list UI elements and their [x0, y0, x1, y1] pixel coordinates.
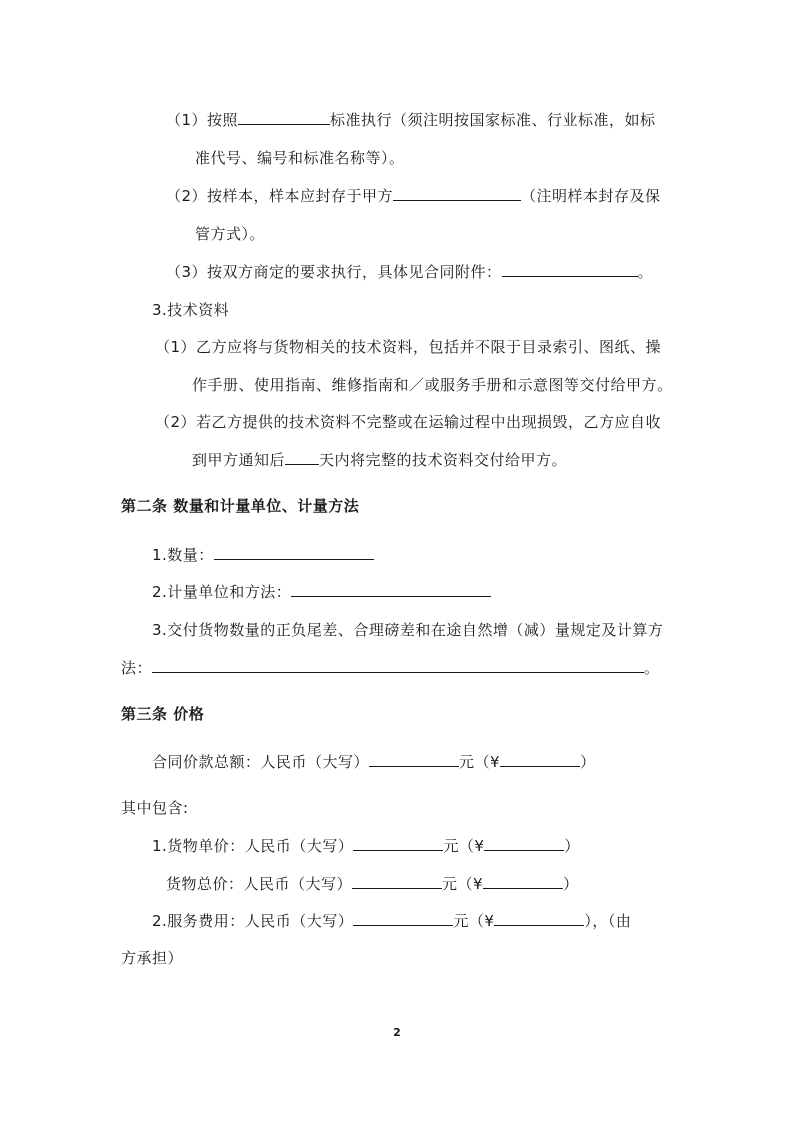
text: ）: [564, 837, 580, 855]
unit-price-line: [152, 836, 580, 856]
tech-data-1: （1）乙方应将与货物相关的技术资料，包括并不限于目录索引、图纸、操: [155, 338, 662, 356]
tolerance-line: 3.交付货物数量的正负尾差、合理磅差和在途自然增（减）量规定及计算方: [152, 621, 664, 639]
fill-blank[interactable]: [353, 836, 443, 851]
clause-standard-2: [166, 186, 661, 206]
quantity-line: [152, 545, 374, 565]
text: 法：: [121, 659, 153, 677]
text: 元（¥: [453, 912, 495, 930]
service-fee-line-cont: 方承担）: [121, 949, 184, 967]
text: 。: [644, 659, 660, 677]
text: 到甲方通知后: [192, 451, 286, 469]
service-fee-line: [152, 911, 631, 931]
text: 元（¥: [443, 837, 485, 855]
text: （3）按双方商定的要求执行，具体见合同附件：: [166, 263, 502, 281]
fill-blank[interactable]: [352, 874, 442, 889]
text: 合同价款总额：人民币（大写）: [152, 753, 370, 771]
tech-data-1-cont: 作手册、使用指南、维修指南和／或服务手册和示意图等交付给甲方。: [192, 376, 673, 394]
text: （注明样本封存及保: [521, 187, 661, 205]
text: 2.计量单位和方法：: [152, 583, 292, 601]
fill-blank[interactable]: [393, 186, 521, 201]
tech-data-2: （2）若乙方提供的技术资料不完整或在运输过程中出现损毁，乙方应自收: [155, 413, 662, 431]
text: 1.货物单价：人民币（大写）: [152, 837, 354, 855]
clause-standard-2-cont: 管方式）。: [195, 225, 266, 243]
text: ），（由: [584, 912, 632, 930]
goods-total-line: [166, 874, 579, 894]
includes-line: 其中包含:: [121, 799, 189, 817]
fill-blank[interactable]: [484, 836, 564, 851]
clause-standard-3: [166, 262, 653, 282]
text: ）: [563, 875, 579, 893]
fill-blank[interactable]: [369, 752, 459, 767]
text: 2.服务费用：人民币（大写）: [152, 912, 354, 930]
text: 元（¥: [459, 753, 501, 771]
fill-blank[interactable]: [214, 545, 374, 560]
fill-blank[interactable]: [502, 262, 638, 277]
text: 1.数量：: [152, 546, 214, 564]
clause-standard-1: [166, 110, 656, 130]
fill-blank[interactable]: [353, 911, 453, 926]
fill-blank[interactable]: [152, 658, 644, 673]
tolerance-line-cont: [121, 658, 660, 678]
tech-data-title: 3.技术资料: [152, 301, 230, 319]
article-2-heading: 第二条 数量和计量单位、计量方法: [121, 497, 360, 515]
fill-blank[interactable]: [291, 582, 491, 597]
tech-data-2-cont: [192, 450, 567, 470]
text: ）: [580, 753, 596, 771]
fill-blank[interactable]: [483, 874, 563, 889]
unit-method-line: [152, 582, 491, 602]
text: 元（¥: [442, 875, 484, 893]
fill-blank[interactable]: [238, 110, 330, 125]
text: 标准执行（须注明按国家标准、行业标准，如标: [330, 111, 656, 129]
fill-blank[interactable]: [285, 450, 319, 465]
fill-blank[interactable]: [500, 752, 580, 767]
text: 天内将完整的技术资料交付给甲方。: [319, 451, 568, 469]
text: （1）按照: [166, 111, 239, 129]
text: 。: [637, 263, 654, 281]
article-3-heading: 第三条 价格: [121, 705, 205, 723]
page-number: 2: [393, 1026, 401, 1039]
text: 货物总价：人民币（大写）: [166, 875, 353, 893]
total-price-line: [152, 752, 596, 772]
clause-standard-1-cont: 准代号、编号和标准名称等）。: [195, 149, 405, 167]
text: （2）按样本，样本应封存于甲方: [166, 187, 394, 205]
fill-blank[interactable]: [494, 911, 584, 926]
